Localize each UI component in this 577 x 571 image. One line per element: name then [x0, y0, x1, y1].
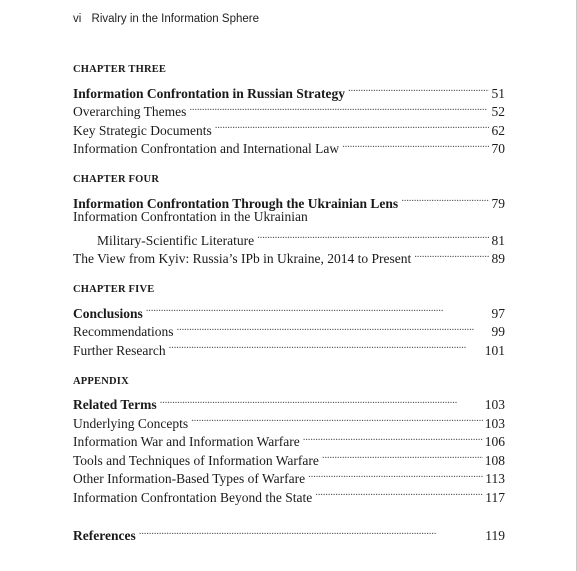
entry-title: Information Confrontation in Russian Strategy — [73, 85, 346, 101]
page-number: 103 — [484, 397, 505, 412]
entry-title: Information Confrontation in the Ukrainian — [73, 208, 308, 224]
entry-title: Recommendations — [73, 324, 174, 339]
toc-section-chapter-three — [73, 63, 505, 156]
page-number: 81 — [491, 232, 505, 248]
toc-entry[interactable] — [73, 522, 505, 541]
toc-entry-continuation[interactable] — [73, 226, 505, 248]
page-number: 99 — [491, 324, 505, 339]
entry-title: Conclusions — [73, 305, 143, 321]
page-number: 113 — [485, 471, 505, 486]
entry-title: Tools and Techniques of Information Warfare — [73, 452, 319, 468]
toc-entry[interactable] — [73, 189, 505, 211]
toc-entry[interactable] — [73, 391, 505, 410]
dot-leader — [191, 409, 483, 428]
section-heading: CHAPTER THREE — [73, 64, 167, 75]
toc-section-references — [73, 522, 505, 541]
toc-entry-first-line[interactable] — [73, 208, 505, 227]
dot-leader — [322, 446, 483, 465]
page-number: 70 — [491, 141, 505, 156]
page-number: 79 — [491, 195, 505, 211]
page-number: 106 — [484, 434, 505, 449]
running-header — [73, 13, 259, 25]
page-number: 119 — [485, 528, 505, 543]
dot-leader — [308, 465, 483, 484]
entry-title: Underlying Concepts — [73, 415, 189, 431]
dot-leader — [342, 135, 489, 154]
entry-title: Information Confrontation Through the Ukrainian Lens — [73, 195, 399, 211]
entry-title: Information War and Information Warfare — [73, 434, 300, 449]
entry-title: References — [73, 528, 136, 543]
toc-entry[interactable] — [73, 299, 505, 321]
dot-leader — [176, 318, 489, 337]
toc-section-appendix — [73, 375, 505, 505]
page-number: 97 — [491, 305, 505, 321]
section-heading: APPENDIX — [73, 375, 129, 387]
entry-title: The View from Kyiv: Russia’s IPb in Ukraine, 2014 to Present — [73, 251, 412, 266]
dot-leader — [414, 245, 489, 264]
entry-title: Information Confrontation Beyond the State — [73, 489, 313, 505]
entry-title: Overarching Themes — [73, 104, 187, 119]
dot-leader — [189, 98, 489, 117]
dot-leader — [401, 189, 489, 208]
page-number: 108 — [484, 452, 505, 468]
dot-leader — [257, 226, 489, 245]
toc-section-chapter-four — [73, 173, 505, 266]
entry-title: Key Strategic Documents — [73, 122, 212, 138]
page-number: 52 — [491, 104, 505, 119]
dot-leader — [303, 428, 483, 447]
entry-title: Related Terms — [73, 397, 157, 412]
dot-leader — [215, 116, 489, 135]
page-number: 101 — [484, 342, 505, 358]
entry-title: Other Information-Based Types of Warfare — [73, 471, 306, 486]
dot-leader — [146, 299, 489, 318]
dot-leader — [160, 391, 483, 410]
dot-leader — [169, 336, 483, 355]
entry-title-continuation: Military-Scientific Literature — [97, 232, 255, 248]
section-heading: CHAPTER FIVE — [73, 284, 155, 295]
page-number: 103 — [484, 415, 505, 431]
toc-entry[interactable] — [73, 79, 505, 101]
dot-leader — [348, 79, 489, 98]
entry-title: Information Confrontation and International Law — [73, 141, 340, 156]
page-folio: vi — [73, 13, 82, 25]
toc-section-chapter-five — [73, 283, 505, 358]
page-number: 117 — [485, 489, 505, 505]
entry-title: Further Research — [73, 342, 166, 358]
dot-leader — [139, 522, 484, 541]
table-of-contents — [73, 63, 505, 543]
running-title: Rivalry in the Information Sphere — [91, 13, 259, 25]
page-number: 62 — [491, 122, 505, 138]
section-heading: CHAPTER FOUR — [73, 174, 160, 185]
page-number: 51 — [491, 85, 505, 101]
page-number: 89 — [491, 251, 505, 266]
dot-leader — [315, 483, 483, 502]
